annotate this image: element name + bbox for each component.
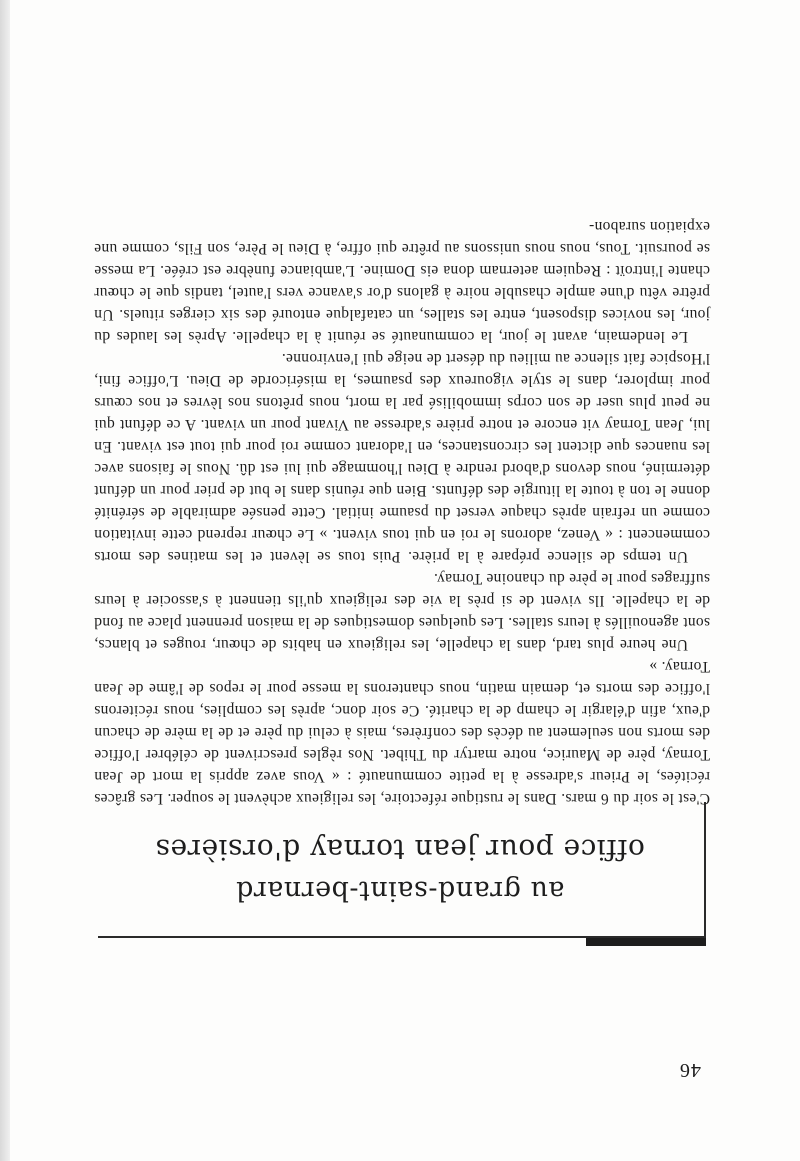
title-frame <box>98 802 706 938</box>
paragraph: Une heure plus tard, dans la chapelle, les religieux en habits de chœur, rouges et blancs, sont agenouillés à leurs stalles. Les quelques domestiques de la maison prennent place au fond de la chapelle. Ils vivent de si près la vie des religieux qu'ils tiennent à s'associer à leurs suffrages pour le père du chanoine Tornay. <box>94 570 710 653</box>
scan-edge-shadow <box>0 0 10 1161</box>
page-number: 46 <box>679 1059 701 1081</box>
paragraph: Le lendemain, avant le jour, la communauté se réunit à la chapelle. Après les laudes du jour, les novices disposent, entre les stalles, un catafalque entouré des six cierges rituels. Un prêtre vêtu d'une ample chasuble noire à galons d'or s'avance vers l'autel, tandis que le chœur chante l'introït : Requiem aeternam dona eis Domine. L'ambiance funèbre est créée. La messe se poursuit. Tous, nous nous unissons au prêtre qui offre, à Dieu le Père, son Fils, comme une expiation surabon- <box>94 218 710 345</box>
title-rule <box>586 938 706 946</box>
paragraph: C'est le soir du 6 mars. Dans le rustique réfectoire, les religieux achèvent le souper. Les grâces récitées, le Prieur s'adresse à la petite communauté : « Vous avez appris la mort de Jean Tornay, père de Maurice, notre martyr du Thibet. Nos règles prescrivent de célébrer l'office des morts non seulement au décès des confrères, mais à celui du père et de la mère de chacun d'eux, afin d'élargir le champ de la charité. Ce soir donc, après les complies, nous réciterons l'office des morts et, demain matin, nous chanterons la messe pour le repos de l'âme de Jean Tornay. » <box>94 658 710 807</box>
paragraph: Un temps de silence prépare à la prière. Puis tous se lèvent et les matines des morts commencent : « Venez, adorons le roi en qui tous vivent. » Le chœur reprend cette invitation comme un refrain après chaque verset du psaume initial. Cette pensée admirable de sérénité donne le ton à toute la liturgie des défunts. Bien que réunis dans le but de prier pour un défunt déterminé, nous devons d'abord rendre à Dieu l'hommage qui lui est dû. Nous le faisons avec les nuances que dictent les circonstances, en l'adorant comme roi pour qui tout est vivant. En lui, Jean Tornay vit encore et notre prière s'adresse au Vivant pour un vivant. A ce défunt qui ne peut plus user de son corps immobilisé par la mort, nous prêtons nos lèvres et nos cœurs pour implorer, dans le style vigoureux des psaumes, la miséricorde de Dieu. L'office fini, l'Hospice fait silence au milieu du désert de neige qui l'environne. <box>94 350 710 565</box>
title-line-2: office pour jean tornay d'orsières <box>155 833 645 866</box>
title-line-1: au grand-saint-bernard <box>235 875 565 906</box>
article-body <box>94 215 710 809</box>
